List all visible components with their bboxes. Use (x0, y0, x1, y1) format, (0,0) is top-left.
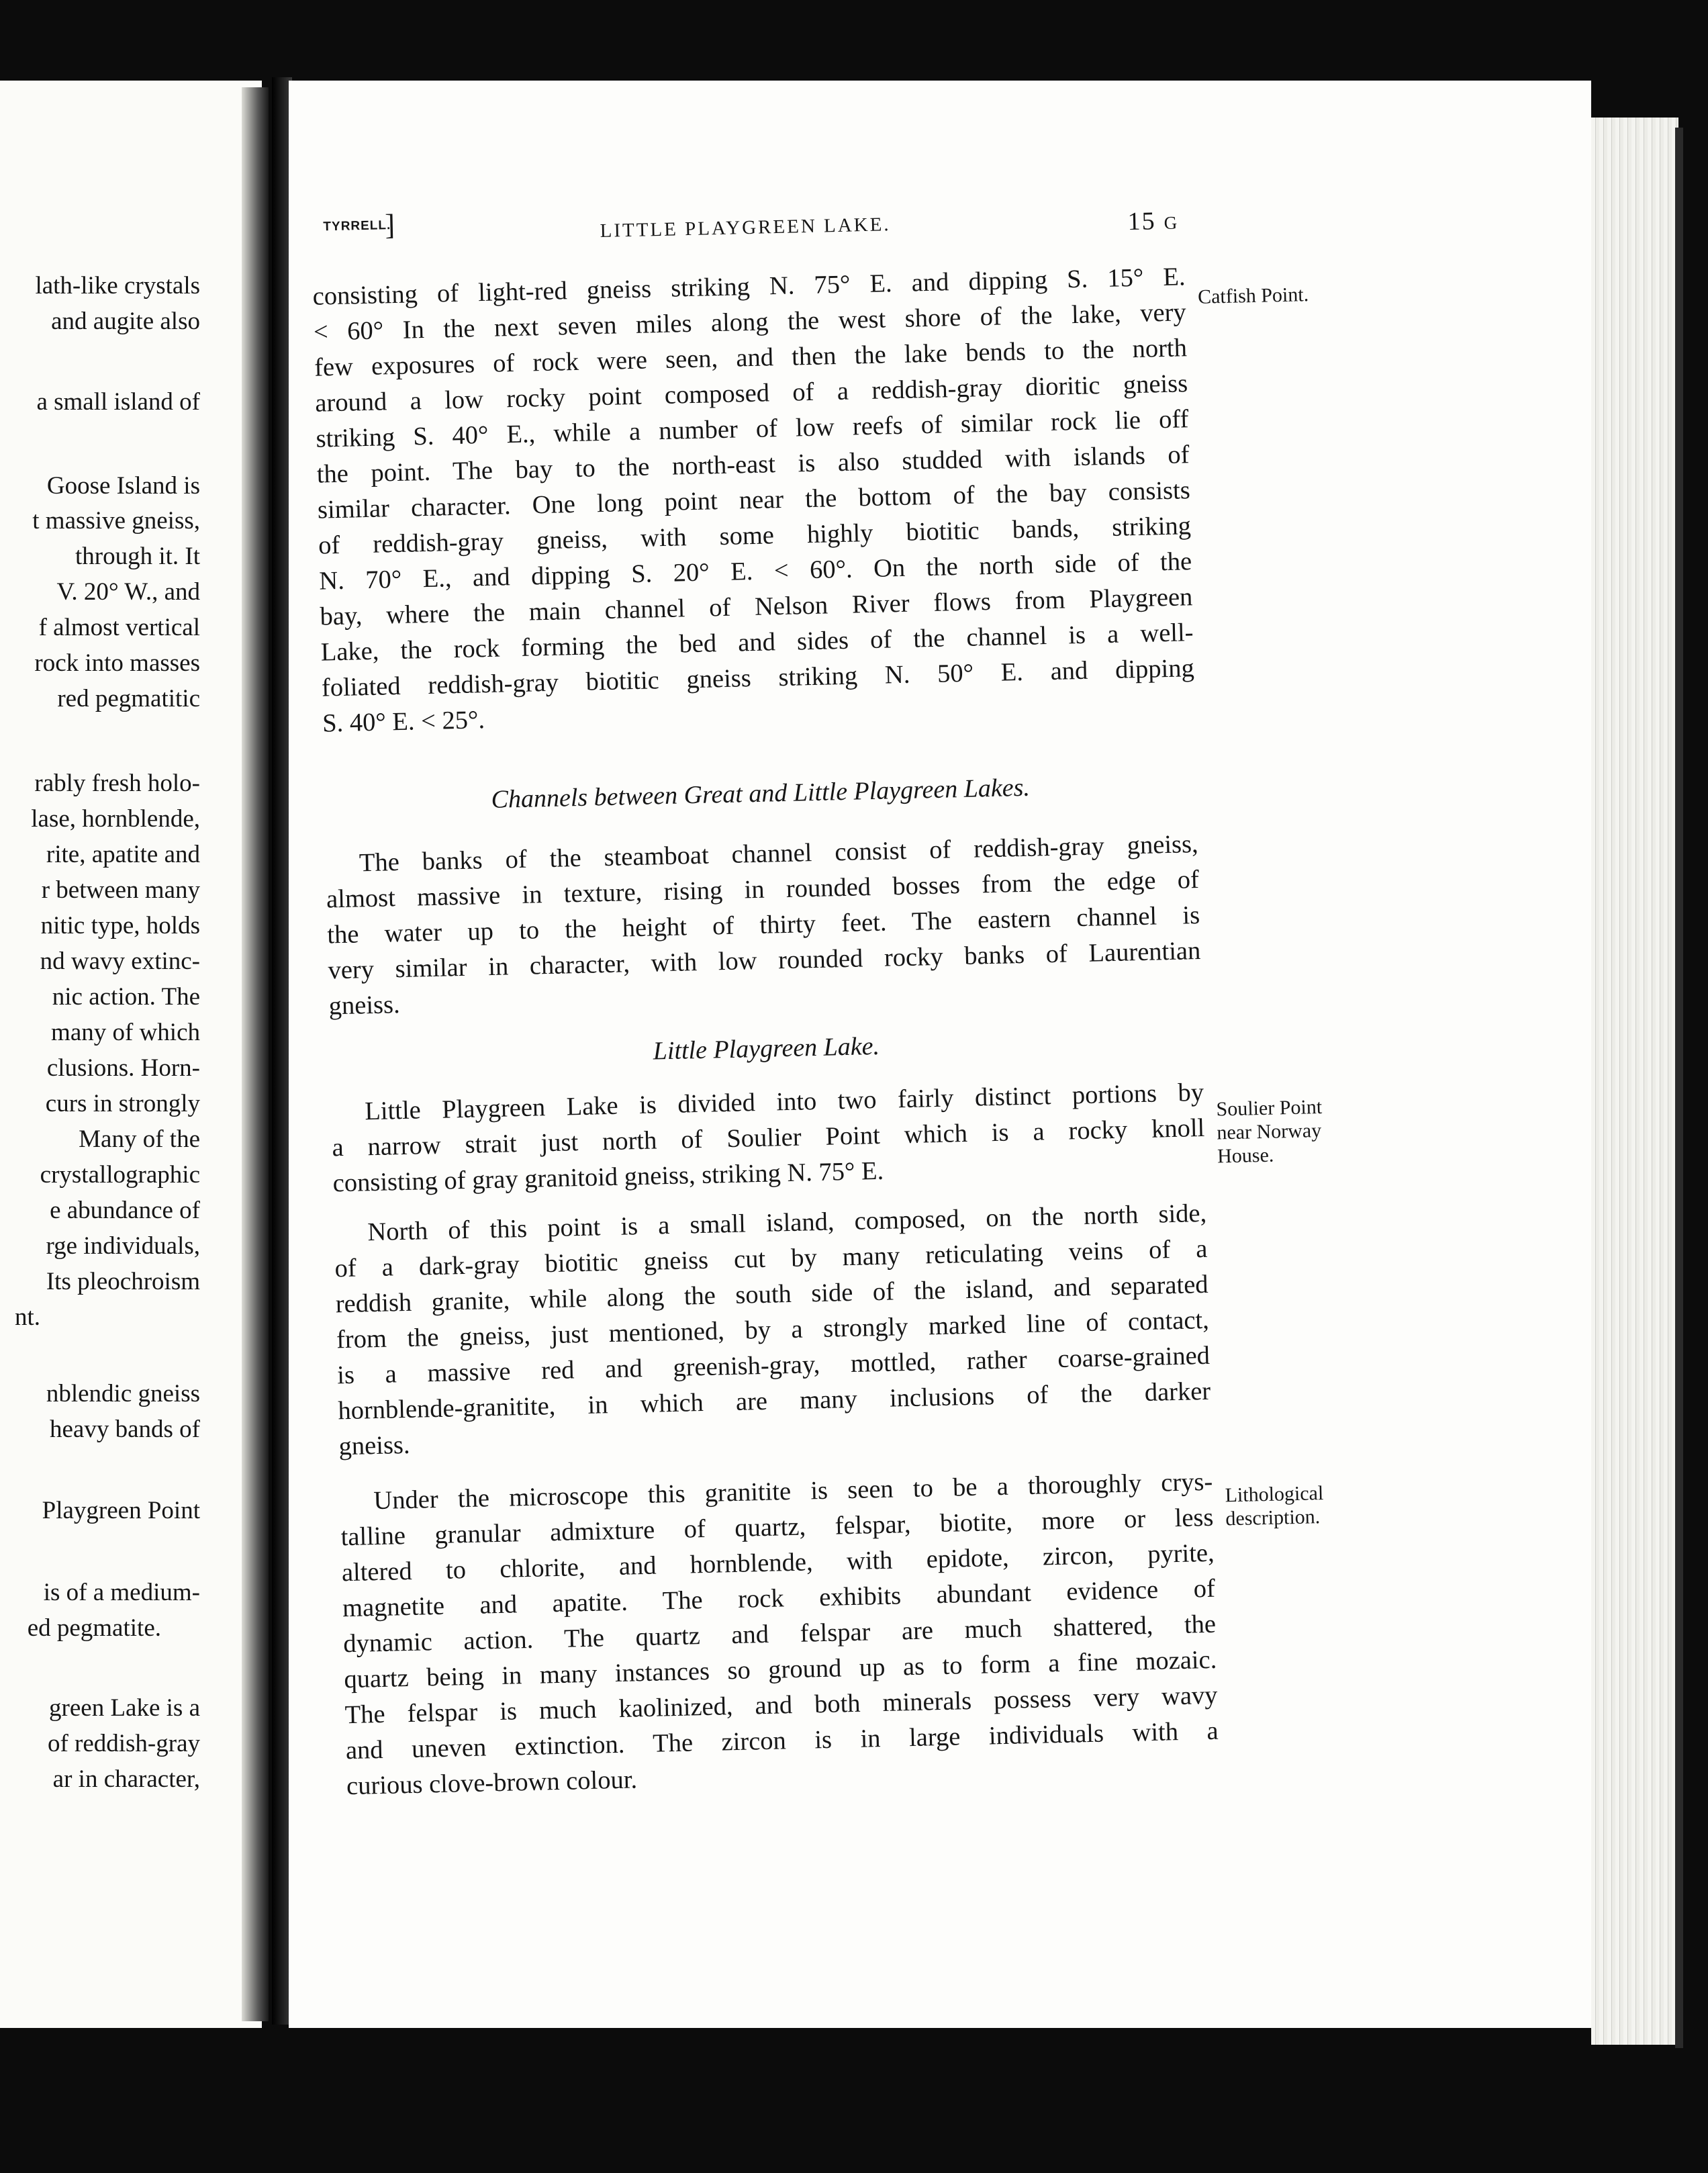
left-page-line: and augite also (51, 308, 200, 335)
left-page-line: lase, hornblende, (31, 805, 200, 833)
left-page-line: f almost vertical (38, 614, 200, 641)
left-page-line: V. 20° W., and (56, 578, 200, 606)
text-line: bay, where the main channel of Nelson River flows from Playgreen (320, 583, 1193, 631)
text-line: altered to chlorite, and hornblende, with epidote, zircon, pyrite, (341, 1538, 1215, 1587)
text-line: a narrow strait just north of Soulier Point which is a rocky knoll (332, 1113, 1205, 1162)
left-page-line: lath-like crystals (35, 272, 200, 299)
text-line: dynamic action. The quartz and felspar are much shattered, the (342, 1610, 1217, 1659)
text-line: almost massive in texture, rising in rounded bosses from the edge of (326, 866, 1200, 914)
text-line: few exposures of rock were seen, and then the lake bends to the north (314, 334, 1188, 382)
text-line: talline granular admixture of quartz, felspar, biotite, more or less (340, 1503, 1214, 1552)
sidenote-soulier-point: near Norway (1217, 1119, 1322, 1144)
text-line: from the gneiss, just mentioned, by a strongly marked line of contact, (336, 1305, 1210, 1354)
text-line: consisting of light-red gneiss striking N. 75° E. and dipping S. 15° E. (312, 263, 1186, 311)
signature-mark: G (1164, 212, 1179, 233)
left-page-line: red pegmatitic (57, 685, 200, 712)
left-page-line: of reddish-gray (47, 1730, 200, 1757)
left-page-line: nblendic gneiss (46, 1380, 200, 1407)
text-line: S. 40° E. < 25°. (322, 706, 485, 738)
text-line: magnetite and apatite. The rock exhibits abundant evidence of (342, 1574, 1216, 1623)
left-page-line: Its pleochroism (46, 1268, 200, 1295)
text-line: around a low rocky point composed of a reddish-gray dioritic gneiss (314, 369, 1188, 418)
left-page-line: is of a medium- (43, 1579, 200, 1606)
left-page-line: green Lake is a (49, 1694, 200, 1722)
text-line: the water up to the height of thirty feet. The eastern channel is (326, 901, 1200, 950)
text-line: < 60° In the next seven miles along the west shore of the lake, very (313, 298, 1187, 346)
running-head-author: TYRRELL. (323, 218, 391, 234)
sidenote-lithological: description. (1225, 1506, 1321, 1530)
text-line: hornblende-granitite, in which are many inclusions of the darker (337, 1377, 1211, 1426)
text-line: North of this point is a small island, composed, on the north side, (367, 1199, 1207, 1247)
sidenote-catfish-point: Catfish Point. (1197, 283, 1309, 308)
text-line: gneiss. (328, 990, 401, 1021)
left-page-line: nic action. The (52, 983, 200, 1011)
left-page-line: a small island of (36, 388, 200, 416)
text-line: of reddish-gray gneiss, with some highly biotitic bands, striking (318, 512, 1192, 560)
page-number: 15 (1127, 207, 1157, 236)
text-line: N. 70° E., and dipping S. 20° E. < 60°. On the north side of the (318, 547, 1192, 596)
left-page-line: heavy bands of (50, 1416, 200, 1443)
left-page-line: through it. It (75, 543, 200, 570)
left-page-line: nd wavy extinc- (40, 947, 200, 975)
left-page-line: rge individuals, (46, 1232, 200, 1260)
text-line: consisting of gray granitoid gneiss, striking N. 75° E. (332, 1156, 884, 1198)
text-line: of a dark-gray biotitic gneiss cut by many reticulating veins of a (334, 1234, 1208, 1283)
text-line: quartz being in many instances so ground up as to form a fine mozaic. (344, 1645, 1217, 1694)
left-page-line: Many of the (79, 1125, 200, 1153)
text-line: is a massive red and greenish-gray, mottled, rather coarse-grained (336, 1341, 1211, 1390)
left-page-line: t massive gneiss, (32, 507, 200, 535)
running-head-bracket: ] (384, 207, 395, 242)
left-page-line: e abundance of (50, 1197, 200, 1224)
text-line: The banks of the steamboat channel consist of reddish-gray gneiss, (359, 830, 1199, 878)
left-page-line: rock into masses (34, 649, 200, 677)
text-line: Under the microscope this granitite is seen to be a thoroughly crys- (373, 1467, 1213, 1516)
text-line: striking S. 40° E., while a number of low reefs of similar rock lie off (316, 405, 1189, 453)
text-line: very similar in character, with low rounded rocky banks of Laurentian (328, 936, 1201, 985)
text-line: Lake, the rock forming the bed and sides of the channel is a well- (320, 618, 1194, 667)
text-line: reddish granite, while along the south side of the island, and separated (335, 1270, 1208, 1319)
sidenote-soulier-point: Soulier Point (1216, 1095, 1323, 1121)
left-page-line: Playgreen Point (42, 1497, 200, 1524)
left-page-line: clusions. Horn- (46, 1054, 200, 1082)
section-heading-little-playgreen: Little Playgreen Lake. (653, 1031, 880, 1066)
text-line: similar character. One long point near the bottom of the bay consists (317, 476, 1191, 524)
left-page-line: ed pegmatite. (27, 1614, 161, 1642)
text-line: and uneven extinction. The zircon is in large individuals with a (345, 1716, 1219, 1765)
left-page-line: curs in strongly (45, 1090, 200, 1117)
left-page-line: r between many (41, 876, 200, 904)
left-page-line: nitic type, holds (40, 912, 200, 939)
running-head-title: LITTLE PLAYGREEN LAKE. (600, 214, 891, 242)
section-heading-channels: Channels between Great and Little Playgreen Lakes. (491, 773, 1031, 814)
text-line: The felspar is much kaolinized, and both minerals possess very wavy (344, 1681, 1218, 1730)
text-line: Little Playgreen Lake is divided into two fairly distinct portions by (364, 1078, 1204, 1126)
left-page-line: nt. (14, 1303, 40, 1331)
text-line: the point. The bay to the north-east is also studded with islands of (316, 441, 1190, 489)
left-page-line: rite, apatite and (46, 841, 200, 868)
page-number-block (1127, 205, 1178, 236)
sidenote-lithological: Lithological (1225, 1482, 1324, 1507)
text-line: gneiss. (338, 1430, 410, 1461)
sidenote-soulier-point: House. (1217, 1144, 1274, 1168)
left-page-line: Goose Island is (46, 472, 200, 500)
left-page-line: crystallographic (40, 1161, 200, 1189)
left-page-line: rably fresh holo- (34, 770, 200, 797)
left-page-line: many of which (51, 1019, 200, 1046)
left-page-line: ar in character, (52, 1765, 200, 1793)
text-line: curious clove-brown colour. (346, 1765, 638, 1801)
text-line: foliated reddish-gray biotitic gneiss striking N. 50° E. and dipping (321, 654, 1195, 702)
